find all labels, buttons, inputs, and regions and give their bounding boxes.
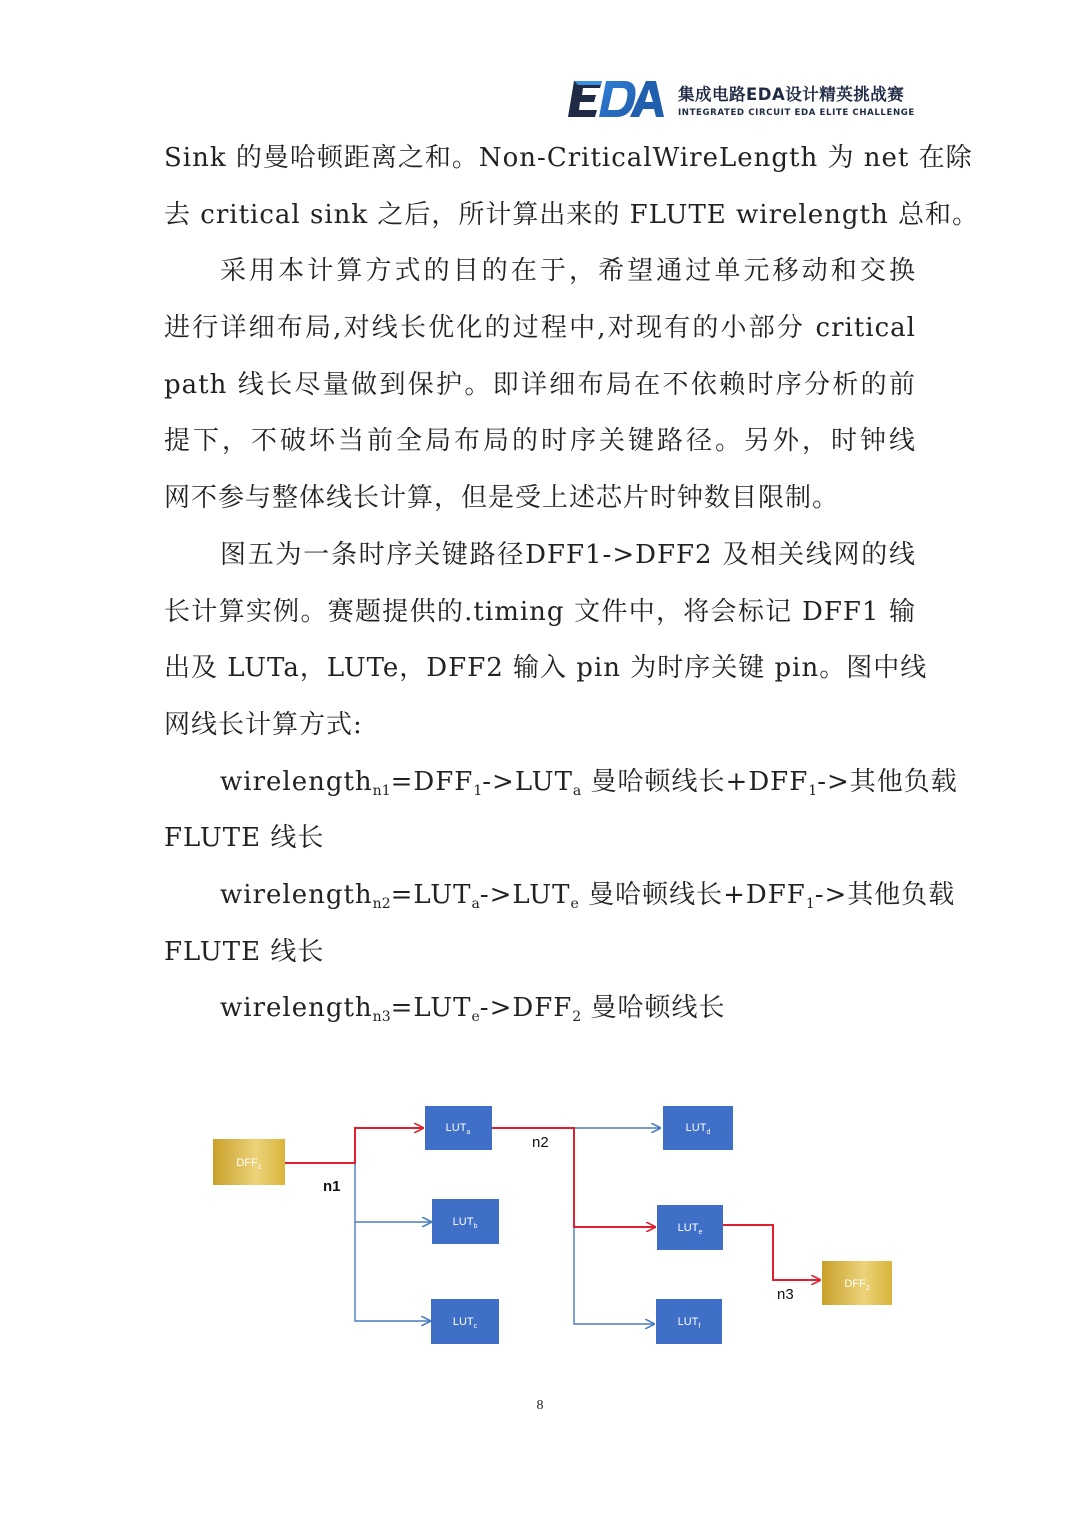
text-line: 采用本计算方式的目的在于，希望通过单元移动和交换 — [220, 256, 916, 287]
lutd-node — [663, 1106, 733, 1150]
wire-n1-lutc — [355, 1222, 430, 1321]
net-label-n2: n2 — [532, 1134, 549, 1151]
text-line: 网不参与整体线长计算，但是受上述芯片时钟数目限制。 — [164, 483, 840, 514]
formula-n1-continued: FLUTE 线长 — [164, 823, 325, 854]
text-line: 网线长计算方式: — [164, 709, 363, 740]
lute-node — [657, 1205, 723, 1250]
net-label-n3: n3 — [777, 1286, 794, 1303]
wire-n3-critical — [723, 1225, 820, 1280]
formula-n2-continued: FLUTE 线长 — [164, 936, 325, 967]
logo-title-cn: 集成电路EDA设计精英挑战赛 — [678, 85, 905, 104]
net-label-n1: n1 — [323, 1178, 341, 1195]
formula-n1: $wirelength_{n1}=DFF_1->LUT_a$ 曼哈顿线长$+DFF_1->$其他负载 — [220, 766, 958, 799]
text-line: 图五为一条时序关键路径DFF1->DFF2 及相关线网的线 — [220, 539, 916, 570]
svg-text:DFF2: $DFF_2$ — [844, 1278, 870, 1292]
wire-n2-critical — [492, 1128, 655, 1227]
text-line: 进行详细布局,对线长优化的过程中,对现有的小部分 critical — [164, 313, 916, 344]
header-logo — [566, 78, 926, 122]
lutb-node — [432, 1199, 499, 1244]
lutf-node — [656, 1299, 722, 1344]
logo-title-en: INTEGRATED CIRCUIT EDA ELITE CHALLENGE — [678, 108, 915, 118]
dff2-node — [822, 1261, 892, 1305]
text-line: Sink 的曼哈顿距离之和。Non-CriticalWireLength 为 net 在除 — [164, 143, 973, 173]
text-line: path 线长尽量做到保护。即详细布局在不依赖时序分析的前 — [164, 369, 916, 400]
text-line: 提下，不破坏当前全局布局的时序关键路径。另外，时钟线 — [164, 426, 916, 457]
luta-node — [425, 1106, 492, 1150]
svg-text:DFF1: $DFF_1$ — [236, 1157, 262, 1171]
timing-path-diagram — [205, 1095, 905, 1355]
wire-n2-lutf — [574, 1227, 654, 1324]
body-text — [164, 130, 979, 1037]
text-line: 去 critical sink 之后，所计算出来的 FLUTE wirelength 总和。 — [164, 199, 979, 230]
svg-text:LUTf: $LUT_f$ — [677, 1316, 701, 1330]
svg-text:LUTa: $LUT_a$ — [445, 1122, 471, 1136]
text-line: 长计算实例。赛题提供的.timing 文件中，将会标记 DFF1 输 — [164, 596, 916, 627]
svg-text:LUTb: $LUT_b$ — [452, 1216, 478, 1230]
dff1-node — [213, 1139, 285, 1185]
formula-n2: $wirelength_{n2}=LUT_a->LUT_e$ 曼哈顿线长$+DFF_1->$其他负载 — [220, 879, 956, 912]
page-number: 8 — [536, 1398, 544, 1413]
svg-text:LUTd: $LUT_d$ — [685, 1122, 711, 1136]
eda-logo-icon — [566, 78, 666, 120]
svg-text:LUTe: $LUT_e$ — [677, 1222, 703, 1236]
formula-n3: $wirelength_{n3}=LUT_e->DFF_2$ 曼哈顿线长 — [220, 993, 726, 1026]
text-line: 出及 LUTa，LUTe，DFF2 输入 pin 为时序关键 pin。图中线 — [164, 653, 928, 684]
svg-text:LUTc: $LUT_c$ — [452, 1316, 478, 1330]
lutc-node — [431, 1299, 499, 1344]
wire-n1-critical — [285, 1128, 423, 1163]
wire-n1-lutb — [355, 1163, 431, 1222]
